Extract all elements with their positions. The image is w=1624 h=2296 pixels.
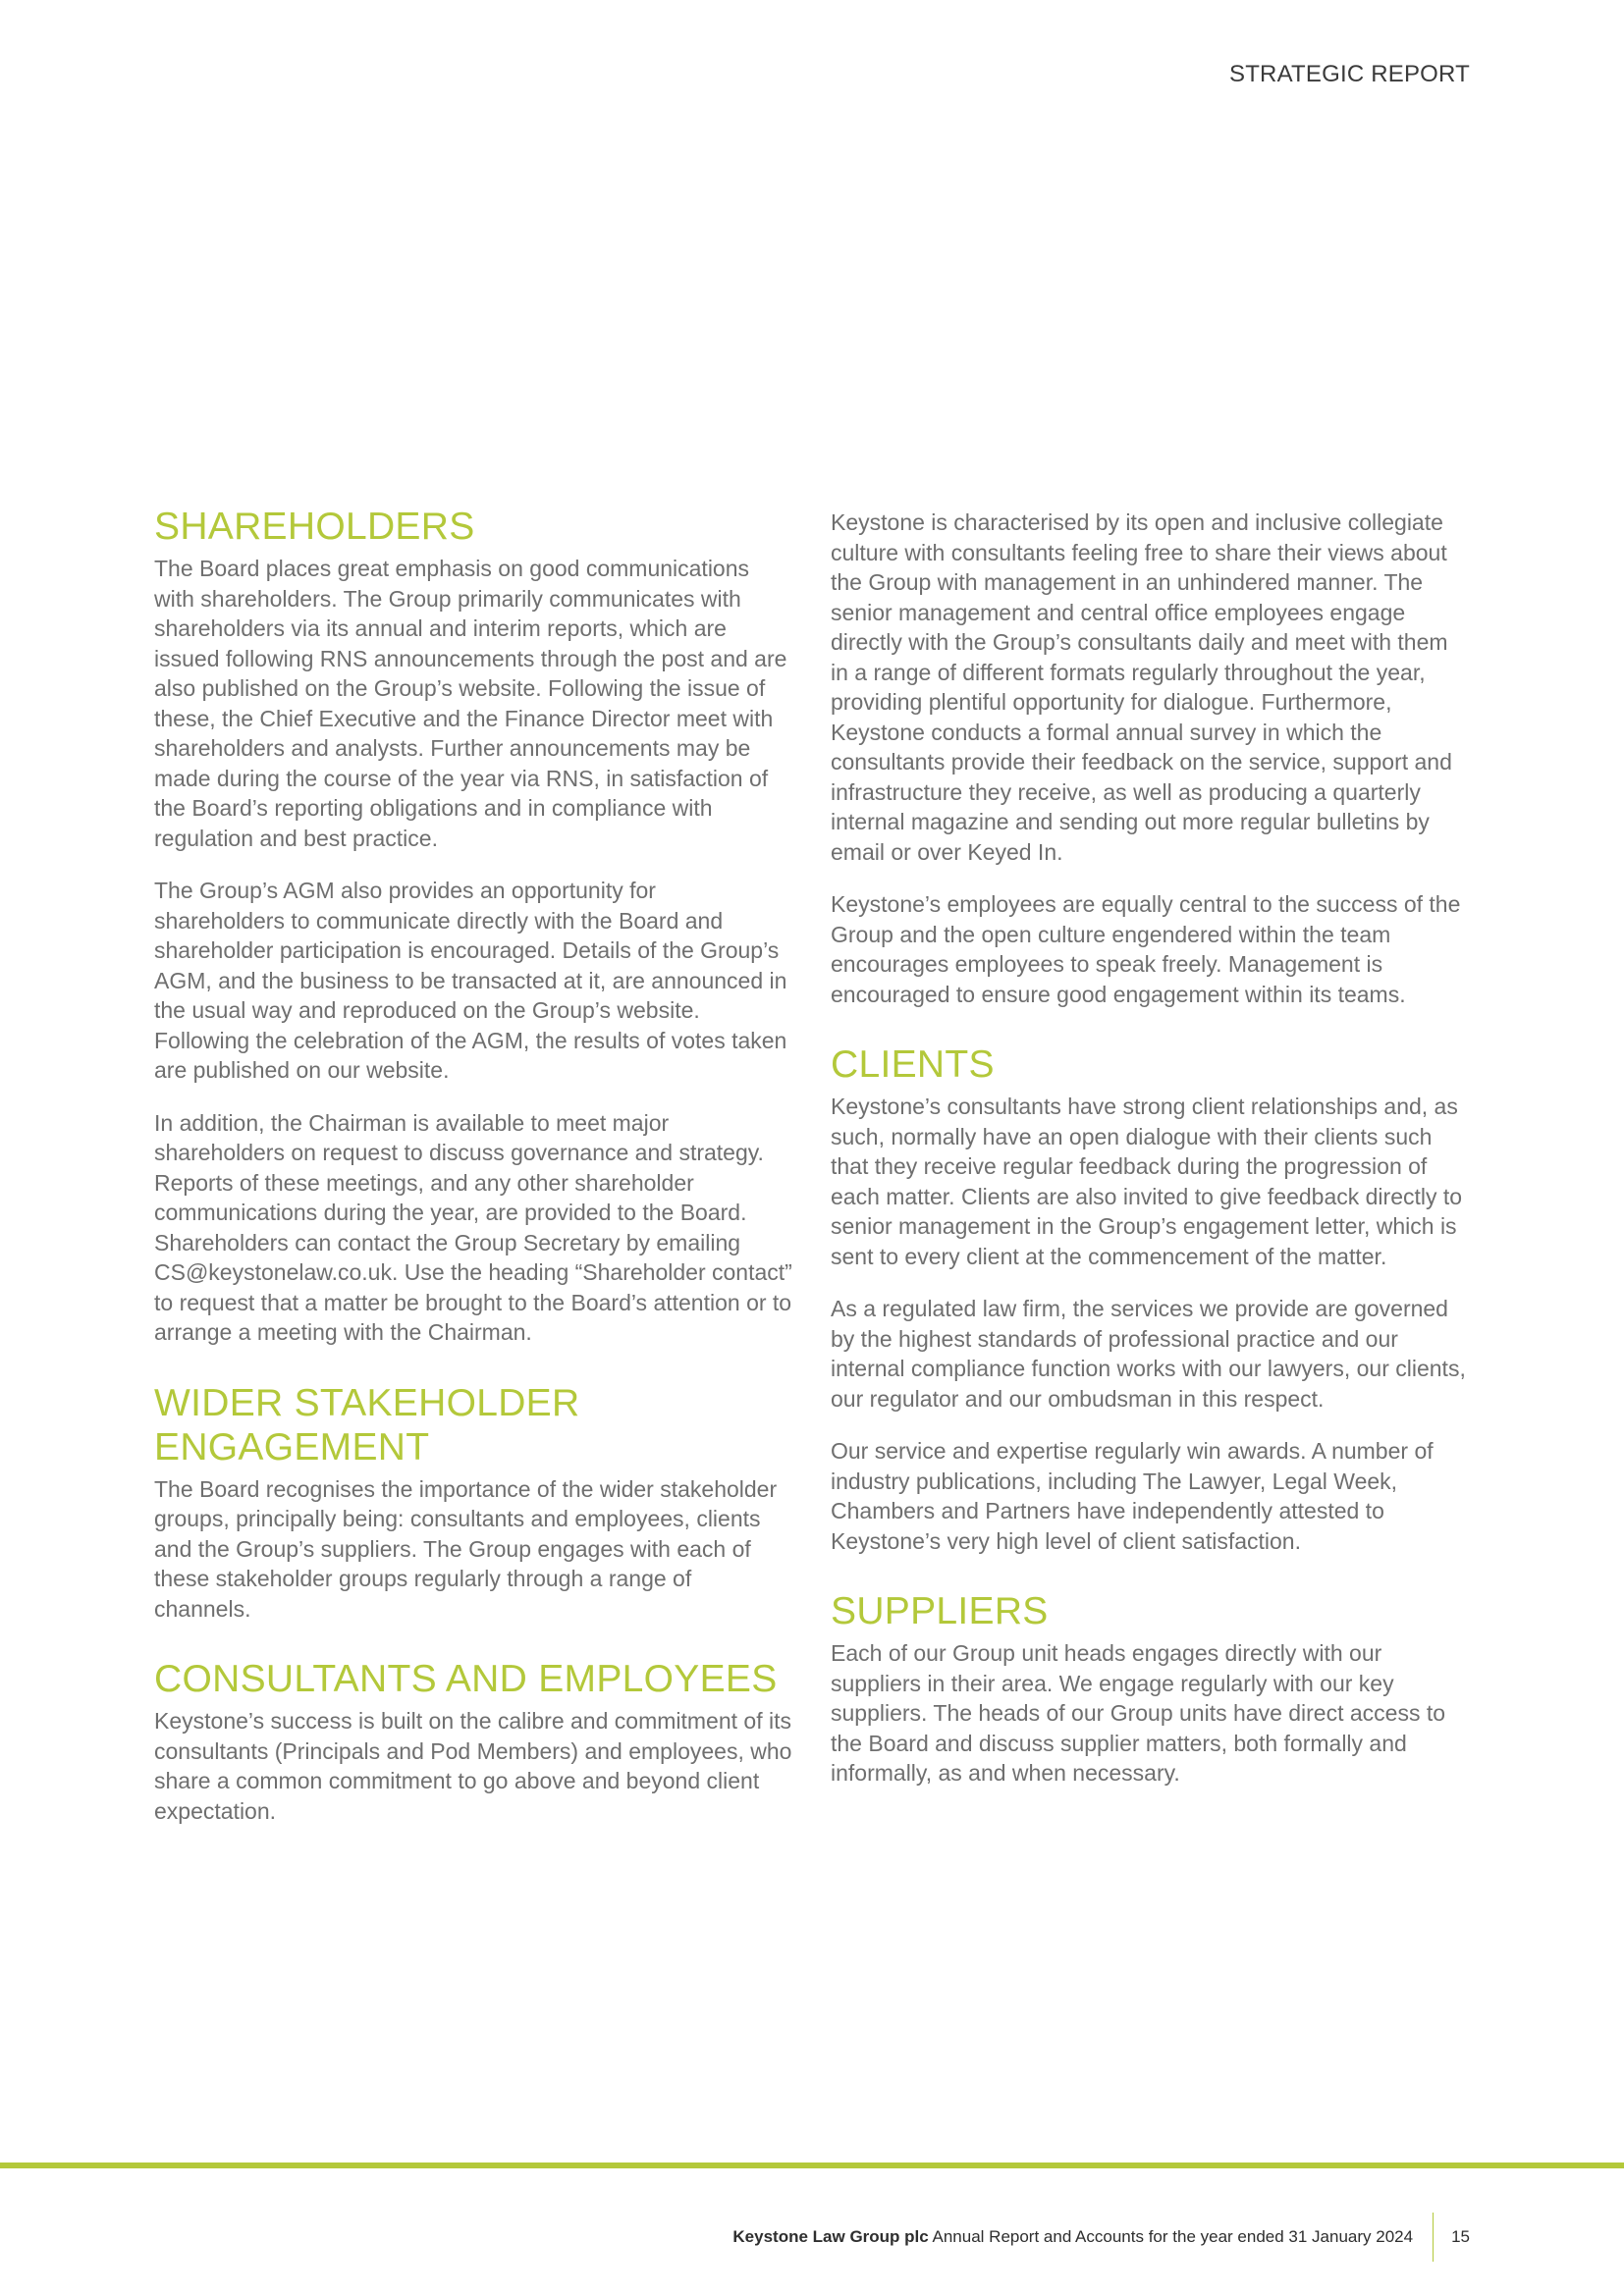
page-number: 15 bbox=[1451, 2227, 1470, 2246]
running-head: STRATEGIC REPORT bbox=[1228, 61, 1470, 87]
clients-heading: CLIENTS bbox=[831, 1043, 995, 1086]
culture-paragraph-2: Keystone’s employees are equally central to the success of the Group and the open culture engendered within the team encourages employees to speak freely. Management is encouraged to ensure good engagement within its teams. bbox=[831, 891, 1461, 1007]
shareholders-paragraph-2: The Group’s AGM also provides an opportunity for shareholders to communicate directly with the Board and shareholder participation is encouraged. Details of the Group’s AGM, and the business to be transacted at it, are announced in the usual way and reproduced on the Group’s website. Following the celebration of the AGM, the results of votes taken are published on our website. bbox=[154, 878, 787, 1083]
footer-divider bbox=[1433, 2213, 1434, 2262]
suppliers-heading: SUPPLIERS bbox=[831, 1590, 1049, 1632]
clients-paragraph-3: Our service and expertise regularly win awards. A number of industry publications, including The Lawyer, Legal Week, Chambers and Partners have independently attested to Keystone’s very high level of client satisfaction. bbox=[831, 1438, 1434, 1554]
shareholders-paragraph-1: The Board places great emphasis on good communications with shareholders. The Group primarily communicates with shareholders via its annual and interim reports, which are issued following RNS announcements through the post and are also published on the Group’s website. Following the issue of these, the Chief Executive and the Finance Director meet with shareholders and analysts. Further announcements may be made during the course of the year via RNS, in satisfaction of the Board’s reporting obligations and in compliance with regulation and best practice. bbox=[154, 556, 787, 851]
consultants-paragraph: Keystone’s success is built on the calibre and commitment of its consultants (Principals and Pod Members) and employees, who share a common commitment to go above and beyond client expectation. bbox=[154, 1708, 792, 1824]
footer-text bbox=[732, 2227, 1413, 2247]
culture-paragraph-1: Keystone is characterised by its open and inclusive collegiate culture with consultants feeling free to share their views about the Group with management in an unhindered manner. The senior management and central office employees engage directly with the Group’s consultants daily and meet with them in a range of different formats regularly throughout the year, providing plentiful opportunity for dialogue. Furthermore, Keystone conducts a formal annual survey in which the consultants provide their feedback on the service, support and infrastructure they receive, as well as producing a quarterly internal magazine and sending out more regular bulletins by email or over Keyed In. bbox=[831, 509, 1452, 865]
suppliers-paragraph: Each of our Group unit heads engages directly with our suppliers in their area. We engage regularly with our key suppliers. The heads of our Group units have direct access to the Board and discuss supplier matters, both formally and informally, as and when necessary. bbox=[831, 1640, 1446, 1786]
footer-company: Keystone Law Group plc bbox=[732, 2227, 929, 2246]
footer-description: Annual Report and Accounts for the year ended 31 January 2024 bbox=[928, 2227, 1414, 2246]
consultants-heading: CONSULTANTS AND EMPLOYEES bbox=[154, 1658, 778, 1700]
shareholders-paragraph-3: In addition, the Chairman is available to meet major shareholders on request to discuss governance and strategy. Reports of these meetings, and any other shareholder communications during the year, are provided to the Board. Shareholders can contact the Group Secretary by emailing CS@keystonelaw.co.uk. Use the heading “Shareholder contact” to request that a matter be brought to the Board’s attention or to arrange a meeting with the Chairman. bbox=[154, 1109, 792, 1345]
wider-stakeholder-paragraph: The Board recognises the importance of the wider stakeholder groups, principally being: consultants and employees, clients and the Group’s suppliers. The Group engages with each of these stakeholder groups regularly through a range of channels. bbox=[154, 1475, 778, 1622]
clients-paragraph-2: As a regulated law firm, the services we provide are governed by the highest standards of professional practice and our internal compliance function works with our lawyers, our clients, our regulator and our ombudsman in this respect. bbox=[831, 1296, 1466, 1412]
shareholders-heading: SHAREHOLDERS bbox=[154, 506, 475, 548]
footer bbox=[732, 2213, 1470, 2262]
clients-paragraph-1: Keystone’s consultants have strong client relationships and, as such, normally have an open dialogue with their clients such that they receive regular feedback during the progression of each matter. Clients are also invited to give feedback directly to senior management in the Group’s engagement letter, which is sent to every client at the commencement of the matter. bbox=[831, 1094, 1463, 1269]
left-column bbox=[154, 505, 792, 1826]
footer-rule bbox=[0, 2163, 1624, 2168]
right-column bbox=[831, 507, 1469, 1789]
wider-stakeholder-heading: WIDER STAKEHOLDER ENGAGEMENT bbox=[154, 1381, 580, 1468]
